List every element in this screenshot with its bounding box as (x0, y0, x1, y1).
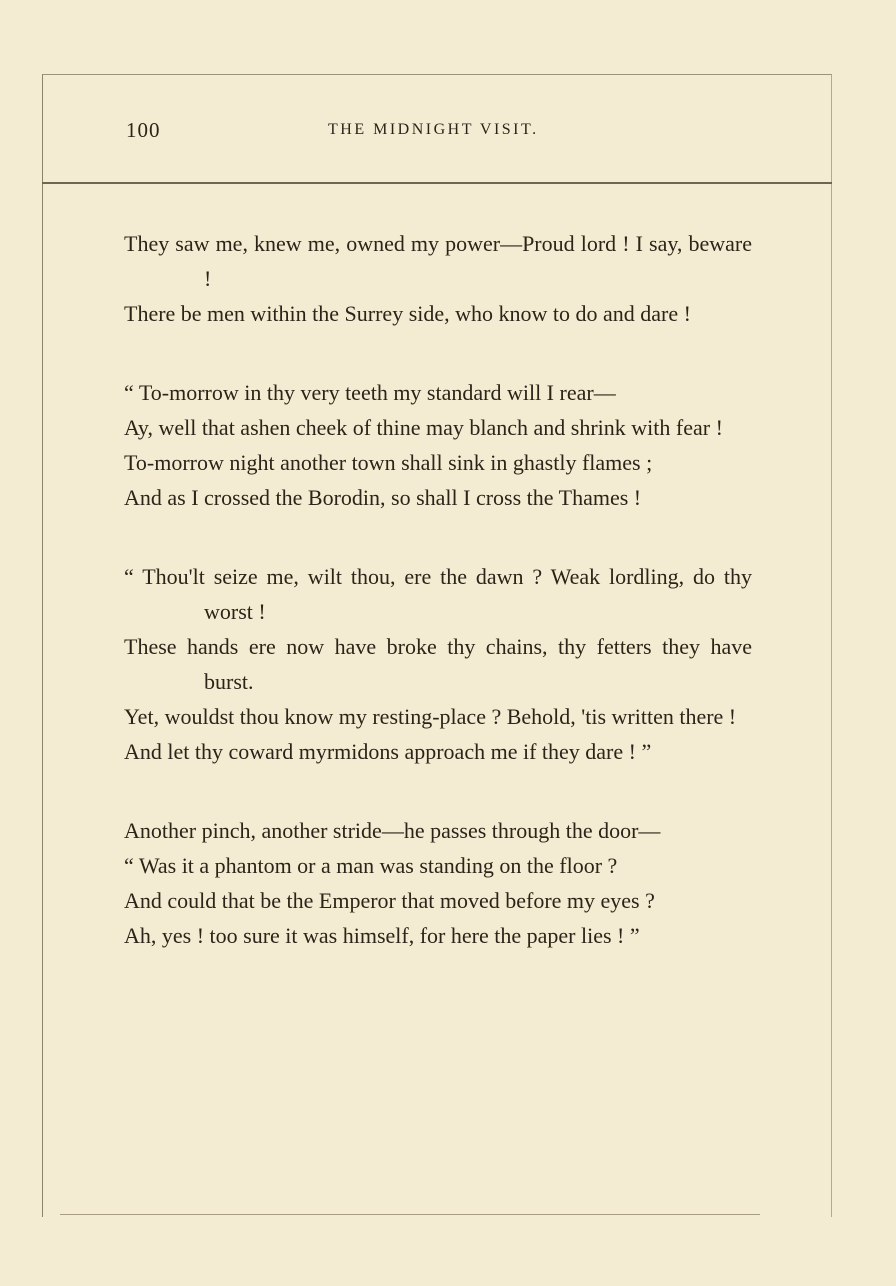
verse-line: And as I crossed the Borodin, so shall I cross the Thames ! (124, 485, 642, 510)
verse-line: Ay, well that ashen cheek of thine may blanch and shrink with fear ! (124, 415, 723, 440)
verse-line: Yet, wouldst thou know my resting-place ? Behold, 'tis written there ! (124, 704, 737, 729)
stanza-2 (124, 375, 752, 515)
verse-line: There be men within the Surrey side, who know to do and dare ! (124, 301, 691, 326)
verse-line: Another pinch, another stride—he passes through the door— (124, 818, 661, 843)
verse-line: To-morrow night another town shall sink in ghastly flames ; (124, 450, 653, 475)
verse-line: “ Was it a phantom or a man was standing on the floor ? (124, 853, 618, 878)
verse-line: These hands ere now have broke thy chains, thy fetters they have burst. (124, 634, 752, 694)
verse-line: They saw me, knew me, owned my power—Proud lord ! I say, beware ! (124, 231, 752, 291)
verse-line: And let thy coward myrmidons approach me if they dare ! ” (124, 739, 652, 764)
header-rule (42, 182, 832, 184)
stanza-3 (124, 559, 752, 769)
running-title: THE MIDNIGHT VISIT. (328, 121, 539, 138)
verse-line: Ah, yes ! too sure it was himself, for here the paper lies ! ” (124, 923, 640, 948)
page-number: 100 (126, 118, 161, 142)
bottom-rule (60, 1214, 760, 1215)
verse-line: And could that be the Emperor that moved before my eyes ? (124, 888, 655, 913)
stanza-1 (124, 226, 752, 331)
poem-body (124, 226, 752, 997)
stanza-4 (124, 813, 752, 953)
verse-line: “ Thou'lt seize me, wilt thou, ere the dawn ? Weak lordling, do thy worst ! (124, 564, 752, 624)
verse-line: “ To-morrow in thy very teeth my standard will I rear— (124, 380, 616, 405)
